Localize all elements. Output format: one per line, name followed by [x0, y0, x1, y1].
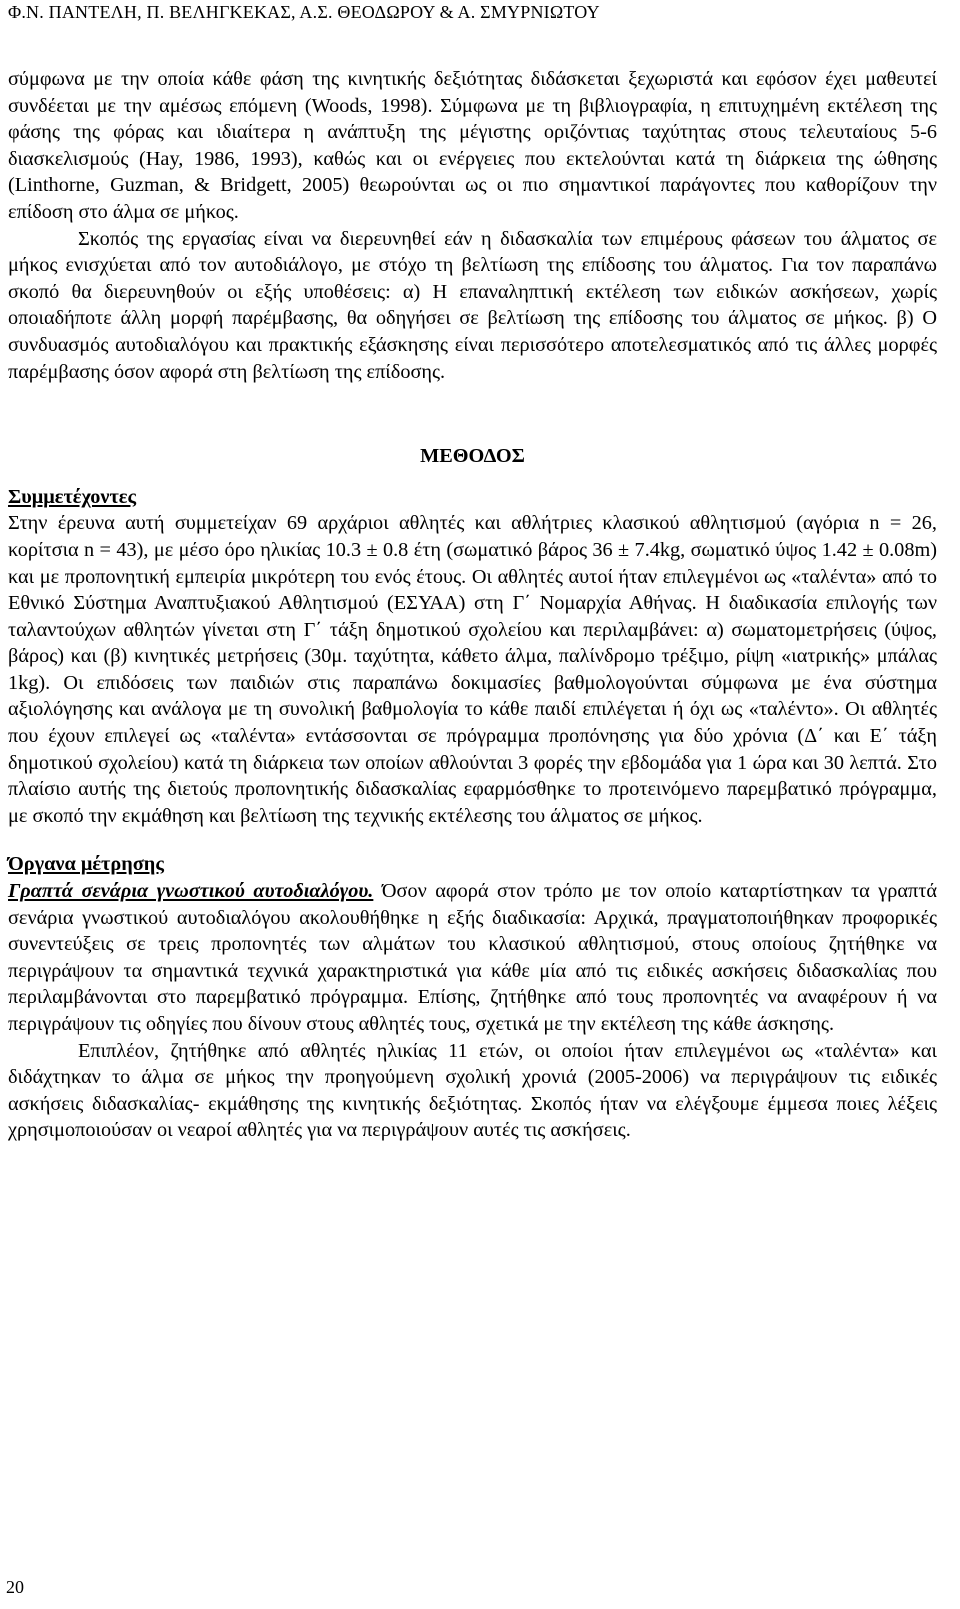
section-title-text: ΜΕΘΟΔΟΣ [420, 445, 525, 468]
participants-paragraph: Στην έρευνα αυτή συμμετείχαν 69 αρχάριοι αθλητές και αθλήτριες κλασικού αθλητισμού (αγόρια n = 26, κορίτσια n = 43), με μέσο όρο ηλικίας 10.3 ± 0.8 έτη (σωματικό βάρος 36 ± 7.4kg, σωματικό ύψος 1.42 ± 0.08m) και με προπονητική εμπειρία μικρότερη του ενός έτους. Οι αθλητές αυτοί ήταν επιλεγμένοι ως «ταλέντα» από το Εθνικό Σύστημα Αναπτυξιακού Αθλητισμού (ΕΣΥΑΑ) στη Γ΄ Νομαρχία Αθήνας. Η διαδικασία επιλογής των ταλαντούχων αθλητών γίνεται στη Γ΄ τάξη δημοτικού σχολείου και περιλαμβάνει: α) σωματομετρήσεις (ύψος, βάρος) και (β) κινητικές μετρήσεις (30μ. ταχύτητα, κάθετο άλμα, παλίνδρομο τρέξιμο, ρίψη «ιατρικής» μπάλας 1kg). Οι επιδόσεις των παιδιών στις παραπάνω δοκιμασίες βαθμολογούνται σύμφωνα με ένα σύστημα αξιολόγησης και ανάλογα με τη συνολική βαθμολογία το κάθε παιδί επιλέγεται ή όχι ως «ταλέντο». Οι αθλητές που έχουν επιλεγεί ως «ταλέντα» εντάσσονται σε πρόγραμμα προπόνησης για δύο χρόνια (Δ΄ και Ε΄ τάξη δημοτικού σχολείου) κατά τη διάρκεια των οποίων αθλούνται 3 φορές την εβδομάδα για 1 ώρα και 30 λεπτά. Στο πλαίσιο αυτής της διετούς προπονητικής διδασκαλίας εφαρμόσθηκε το προτεινόμενο παρεμβατικό πρόγραμμα, με σκοπό την εκμάθηση και βελτίωση της τεχνικής εκτέλεσης του άλματος σε μήκος. [8, 512, 937, 827]
section-title-method [8, 443, 937, 470]
intro-paragraph-2: Σκοπός της εργασίας είναι να διερευνηθεί εάν η διδασκαλία των επιμέρους φάσεων του άλματος σε μήκος ενισχύεται από τον αυτοδιάλογο, με στόχο τη βελτίωση της επίδοσης του άλματος. Για τον παραπάνω σκοπό θα διερευνηθούν οι εξής υποθέσεις: α) Η επαναληπτική εκτέλεση των ειδικών ασκήσεων, χωρίς οποιαδήποτε άλλη μορφή παρέμβασης, θα οδηγήσει σε βελτίωση της επίδοσης του άλματος σε μήκος. β) Ο συνδυασμός αυτοδιαλόγου και πρακτικής εξάσκησης είναι περισσότερο αποτελεσματικός από τις άλλες μορφές παρέμβασης όσον αφορά στη βελτίωση της επίδοσης. [8, 227, 937, 383]
scripts-paragraph-text: Όσον αφορά στον τρόπο με τον οποίο καταρτίστηκαν τα γραπτά σενάρια γνωστικού αυτοδιαλόγου ακολουθήθηκε η εξής διαδικασία: Αρχικά, πραγματοποιήθηκαν προφορικές συνεντεύξεις σε τρεις προπονητές των αλμάτων του κλασικού αθλητισμού, στους οποίους ζητήθηκε να περιγράψουν τα σημαντικά τεχνικά χαρακτηριστικά για κάθε μία από τις ειδικές ασκήσεις διδασκαλίας που περιλαμβάνονται στο παρεμβατικό πρόγραμμα. Επίσης, ζητήθηκε από τους προπονητές να αναφέρουν ή να περιγράψουν τις οδηγίες που δίνουν στους αθλητές τους, σχετικά με την εκτέλεση της κάθε άσκησης. [8, 880, 937, 1035]
participants-heading: Συμμετέχοντες [8, 485, 137, 508]
last-paragraph: Επιπλέον, ζητήθηκε από αθλητές ηλικίας 11 ετών, οι οποίοι ήταν επιλεγμένοι ως «ταλέντα» και διδάχτηκαν το άλμα σε μήκος την προηγούμενη σχολική χρονιά (2005-2006) να περιγράψουν τις ειδικές ασκήσεις διδασκαλίας- εκμάθησης της κινητικής δεξιότητας. Σκοπός ήταν να ελέγξουμε έμμεσα ποιες λέξεις χρησιμοποιούσαν οι νεαροί αθλητές για να περιγράψουν αυτές τις ασκήσεις. [8, 1039, 937, 1142]
participants-heading-line [8, 484, 937, 511]
instruments-heading: Όργανα μέτρησης [8, 853, 164, 876]
spacer [8, 829, 937, 851]
running-head: Φ.Ν. ΠΑΝΤΕΛΗ, Π. ΒΕΛΗΓΚΕΚΑΣ, Α.Σ. ΘΕΟΔΩΡΟΥ & Α. ΣΜΥΡΝΙΩΤΟΥ [8, 2, 600, 22]
page-body [8, 66, 937, 1144]
scripts-runin-heading: Γραπτά σενάρια γνωστικού αυτοδιαλόγου. [8, 880, 374, 903]
instruments-heading-line [8, 851, 937, 878]
scripts-paragraph [8, 878, 937, 1038]
intro-paragraph-1: σύμφωνα με την οποία κάθε φάση της κινητικής δεξιότητας διδάσκεται ξεχωριστά και εφόσον έχει μαθευτεί συνδέεται με την αμέσως επόμενη (Woods, 1998). Σύμφωνα με τη βιβλιογραφία, η επιτυχημένη εκτέλεση της φάσης της φόρας και ιδιαίτερα η ανάπτυξη της μέγιστης οριζόντιας ταχύτητας στους τελευταίους 5-6 διασκελισμούς (Hay, 1986, 1993), καθώς και οι ενέργειες που εκτελούνται κατά τη διάρκεια της ώθησης (Linthorne, Guzman, & Bridgett, 2005) θεωρούνται ως οι πιο σημαντικοί παράγοντες που καθορίζουν την επίδοση στο άλμα σε μήκος. [8, 68, 937, 223]
page-number: 20 [6, 1577, 24, 1597]
